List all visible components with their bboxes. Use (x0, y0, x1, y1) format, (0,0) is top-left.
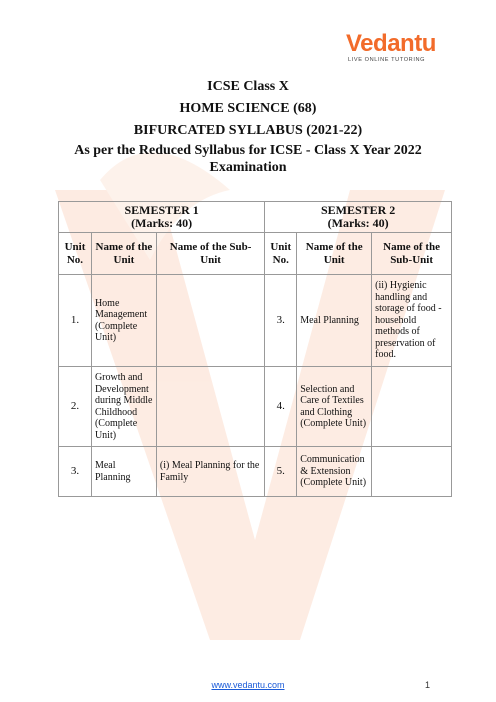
document-heading (0, 76, 496, 176)
logo-tagline: LIVE ONLINE TUTORING (348, 57, 426, 63)
s2-unit-name: Selection and Care of Textiles and Clothing (Complete Unit) (297, 367, 372, 447)
s2-sub-unit (372, 367, 452, 447)
semester1-title: SEMESTER 1 (124, 203, 199, 217)
col-unit-name-s2: Name of the Unit (297, 233, 372, 275)
s1-sub-unit: (i) Meal Planning for the Family (156, 447, 264, 497)
heading-class: ICSE Class X (207, 79, 289, 94)
col-unit-name-s1: Name of the Unit (91, 233, 156, 275)
logo-wordmark: Vedantu (346, 30, 436, 57)
footer-website-link[interactable]: www.vedantu.com (211, 680, 285, 690)
s2-unit-no: 4. (265, 367, 297, 447)
heading-syllabus: BIFURCATED SYLLABUS (2021-22) (133, 123, 363, 138)
heading-examination: Examination (209, 160, 287, 175)
s2-unit-name: Communication & Extension (Complete Unit) (297, 447, 372, 497)
s2-sub-unit: (ii) Hygienic handling and storage of food - household methods of preservation of food. (372, 275, 452, 367)
s1-unit-no: 3. (59, 447, 92, 497)
col-sub-unit-s2: Name of the Sub-Unit (372, 233, 452, 275)
s1-sub-unit (156, 367, 264, 447)
s1-unit-no: 1. (59, 275, 92, 367)
vedantu-logo (346, 30, 466, 68)
s1-unit-name: Home Management (Complete Unit) (91, 275, 156, 367)
semester1-header (59, 202, 265, 233)
s2-unit-no: 3. (265, 275, 297, 367)
table-row (59, 275, 452, 367)
table-row (59, 367, 452, 447)
semester2-title: SEMESTER 2 (320, 203, 396, 217)
col-sub-unit-s1: Name of the Sub-Unit (156, 233, 264, 275)
syllabus-table (58, 201, 452, 497)
s1-unit-name: Meal Planning (91, 447, 156, 497)
col-unit-no-s2: Unit No. (265, 233, 297, 275)
s2-unit-no: 5. (265, 447, 297, 497)
col-unit-no-s1: Unit No. (59, 233, 92, 275)
s1-unit-no: 2. (59, 367, 92, 447)
s2-unit-name: Meal Planning (297, 275, 372, 367)
page-number: 1 (425, 680, 431, 690)
table-row (59, 447, 452, 497)
semester2-header (265, 202, 452, 233)
semester2-marks: (Marks: 40) (327, 216, 389, 230)
column-header-row (59, 233, 452, 275)
semester-header-row (59, 202, 452, 233)
s1-unit-name: Growth and Development during Middle Childhood (Complete Unit) (91, 367, 156, 447)
heading-subject: HOME SCIENCE (68) (179, 101, 317, 116)
s1-sub-unit (156, 275, 264, 367)
semester1-marks: (Marks: 40) (131, 216, 193, 230)
heading-description: As per the Reduced Syllabus for ICSE - Class X Year 2022 (74, 143, 422, 158)
s2-sub-unit (372, 447, 452, 497)
